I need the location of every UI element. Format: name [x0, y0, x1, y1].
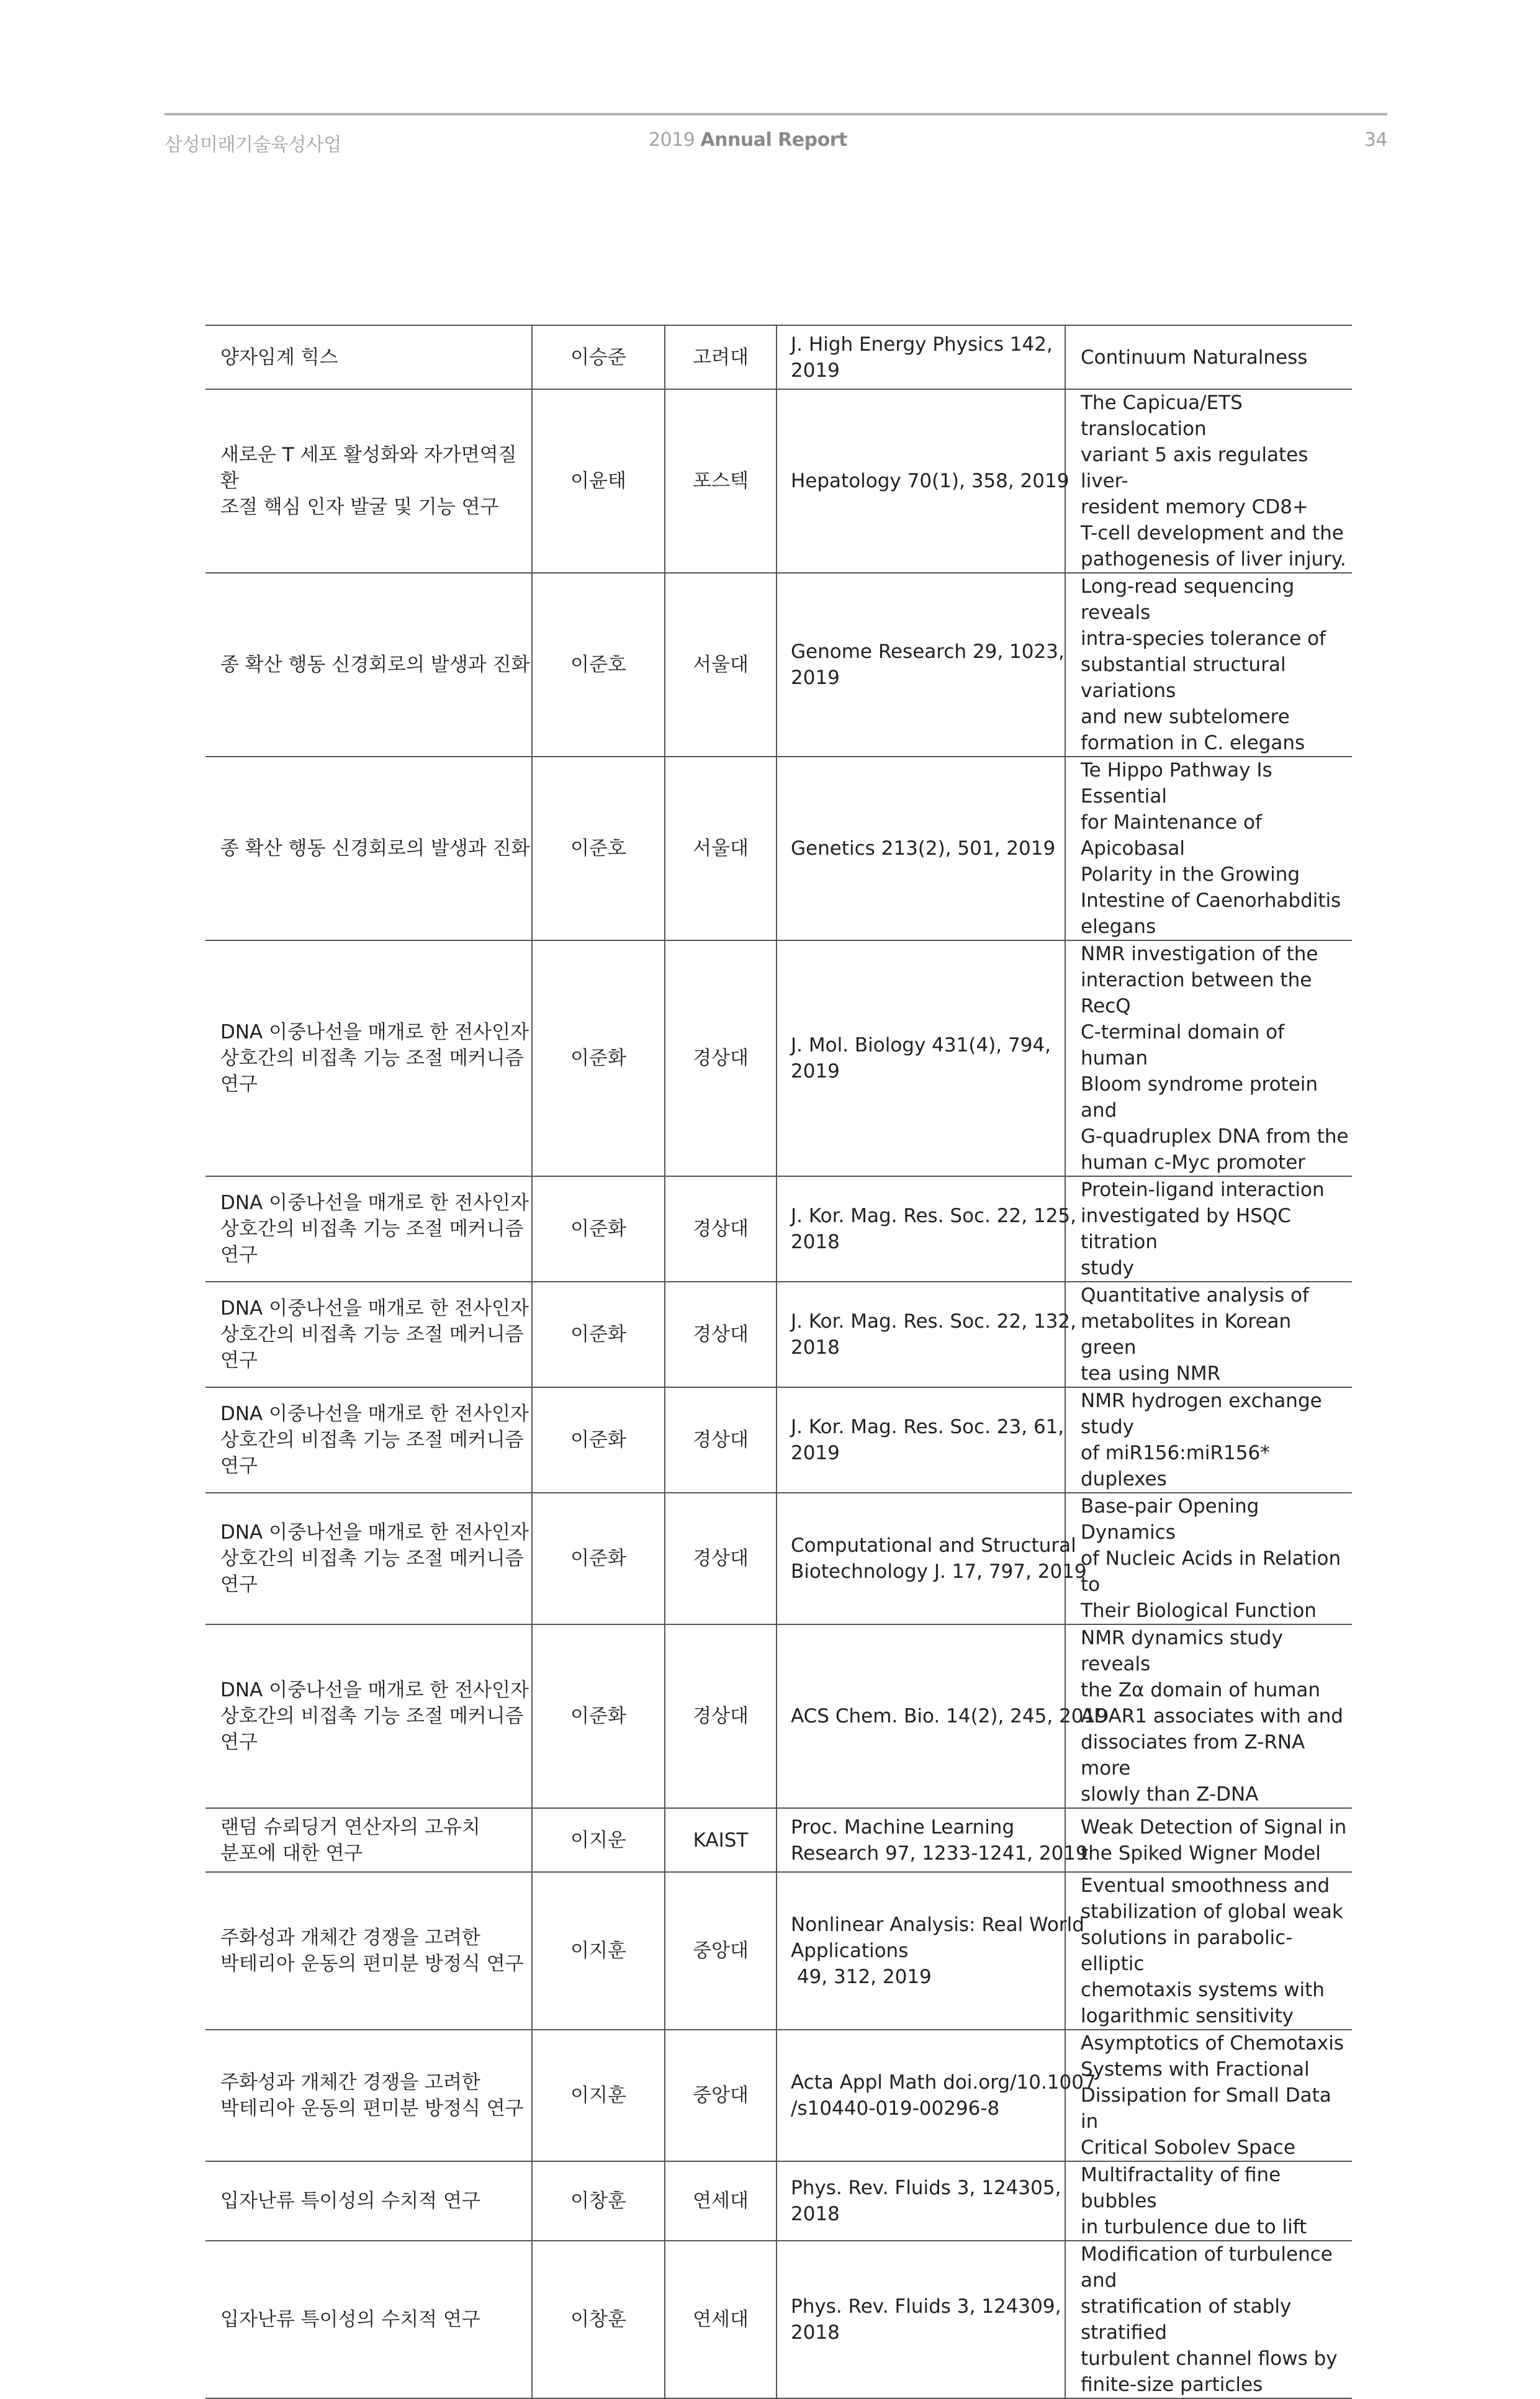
journal-cell	[777, 1387, 1065, 1493]
researcher-cell	[532, 389, 665, 573]
institution-cell	[665, 1387, 777, 1493]
journal-cell	[777, 757, 1065, 940]
project-cell	[205, 325, 532, 389]
paper-title-cell-text: Weak Detection of Signal in the Spiked Wigner Model	[1081, 1816, 1347, 1865]
paper-title-cell-text: Base-pair Opening Dynamics of Nucleic Acids in Relation to Their Biological Function	[1081, 1495, 1341, 1622]
table-row	[205, 1176, 1352, 1282]
journal-cell	[777, 1872, 1084, 2030]
table-row	[205, 2161, 1352, 2241]
paper-title-cell-text: Long-read sequencing reveals intra-species tolerance of substantial structural variations and new subtelomere formation in C. elegans	[1081, 575, 1326, 754]
publication-table-body	[205, 325, 1352, 2398]
paper-title-cell	[1065, 1624, 1352, 1808]
institution-cell	[665, 2161, 777, 2241]
paper-title-cell	[1065, 325, 1352, 389]
institution-cell	[665, 1624, 777, 1808]
project-cell	[205, 757, 532, 940]
institution-cell-text: 경상대	[693, 1218, 749, 1240]
researcher-cell-text: 이지운	[570, 1829, 626, 1852]
journal-cell-text: Proc. Machine Learning Research 97, 1233-1241, 2019	[791, 1816, 1088, 1865]
paper-title-cell-text: NMR dynamics study reveals the Zα domain of human ADAR1 associates with and dissociates from Z-RNA more slowly than Z-DNA	[1081, 1627, 1343, 1806]
researcher-cell	[532, 1624, 665, 1808]
project-cell-text: DNA 이중나선을 매개로 한 전사인자 상호간의 비접촉 기능 조절 메커니즘 연구	[220, 1403, 529, 1477]
table-row	[205, 389, 1352, 573]
researcher-cell-text: 이승준	[570, 346, 626, 369]
institution-cell-text: 경상대	[693, 1429, 749, 1451]
page-number: 34	[1364, 129, 1387, 151]
journal-cell-text: J. Kor. Mag. Res. Soc. 23, 61, 2019	[791, 1416, 1065, 1464]
project-cell-text: 입자난류 특이성의 수치적 연구	[220, 2308, 480, 2331]
institution-cell-text: 경상대	[693, 1547, 749, 1570]
researcher-cell-text: 이준호	[570, 654, 626, 676]
researcher-cell	[532, 2030, 665, 2161]
researcher-cell-text: 이지훈	[570, 2084, 626, 2107]
institution-cell-text: KAIST	[693, 1829, 749, 1852]
table-row	[205, 1387, 1352, 1493]
journal-cell	[777, 1176, 1076, 1282]
journal-cell-text: Genome Research 29, 1023, 2019	[791, 641, 1065, 689]
paper-title-cell-text: NMR investigation of the interaction between the RecQ C-terminal domain of human Bloom syndrome protein and G-quadruplex DNA from the human c-Myc promoter	[1081, 943, 1349, 1174]
project-cell	[205, 1387, 532, 1493]
project-cell-text: DNA 이중나선을 매개로 한 전사인자 상호간의 비접촉 기능 조절 메커니즘 연구	[220, 1521, 529, 1596]
institution-cell	[665, 325, 777, 389]
paper-title-cell-text: Quantitative analysis of metabolites in Korean green tea using NMR	[1081, 1284, 1309, 1385]
journal-cell	[777, 1282, 1076, 1387]
journal-cell-text: J. Kor. Mag. Res. Soc. 22, 132, 2018	[791, 1310, 1076, 1359]
institution-cell-text: 경상대	[693, 1323, 749, 1346]
project-cell-text: 종 확산 행동 신경회로의 발생과 진화	[220, 837, 530, 860]
researcher-cell	[532, 1493, 665, 1624]
table-row	[205, 757, 1352, 940]
institution-cell-text: 연세대	[693, 2190, 749, 2212]
journal-cell-text: Phys. Rev. Fluids 3, 124309, 2018	[791, 2295, 1061, 2344]
paper-title-cell-text: Eventual smoothness and stabilization of global weak solutions in parabolic-elliptic chemotaxis systems with logarithmic sensitivity	[1081, 1875, 1343, 2027]
paper-title-cell-text: Multifractality of fine bubbles in turbulence due to lift	[1081, 2164, 1307, 2238]
institution-cell-text: 경상대	[693, 1047, 749, 1069]
institution-cell	[665, 2030, 777, 2161]
project-cell	[205, 2030, 532, 2161]
researcher-cell	[532, 1387, 665, 1493]
project-cell	[205, 1282, 532, 1387]
project-cell	[205, 573, 532, 757]
researcher-cell-text: 이준화	[570, 1218, 626, 1240]
institution-cell-text: 중앙대	[693, 2084, 749, 2107]
project-cell-text: DNA 이중나선을 매개로 한 전사인자 상호간의 비접촉 기능 조절 메커니즘 연구	[220, 1679, 529, 1753]
journal-cell-text: J. High Energy Physics 142, 2019	[791, 333, 1053, 382]
researcher-cell	[532, 757, 665, 940]
journal-cell-text: Hepatology 70(1), 358, 2019	[791, 470, 1069, 492]
paper-title-cell	[1065, 1808, 1352, 1872]
journal-cell	[777, 1808, 1088, 1872]
journal-cell-text: Computational and Structural Biotechnology J. 17, 797, 2019	[791, 1534, 1087, 1583]
project-cell	[205, 389, 532, 573]
researcher-cell	[532, 573, 665, 757]
journal-cell-text: Phys. Rev. Fluids 3, 124305, 2018	[791, 2177, 1061, 2225]
institution-cell-text: 고려대	[693, 346, 749, 369]
institution-cell	[665, 1282, 777, 1387]
paper-title-cell-text: Modification of turbulence and stratification of stably stratified turbulent channel flows by finite-size particles	[1081, 2243, 1338, 2396]
researcher-cell	[532, 1872, 665, 2030]
project-cell	[205, 940, 532, 1176]
researcher-cell-text: 이지훈	[570, 1940, 626, 1962]
table-row	[205, 940, 1352, 1176]
institution-cell	[665, 757, 777, 940]
paper-title-cell	[1065, 1493, 1352, 1624]
journal-cell-text: ACS Chem. Bio. 14(2), 245, 2019	[791, 1705, 1108, 1727]
researcher-cell-text: 이준화	[570, 1047, 626, 1069]
paper-title-cell	[1065, 940, 1352, 1176]
paper-title-cell-text: The Capicua/ETS translocation variant 5 axis regulates liver- resident memory CD8+ T-cell development and the pathogenesis of liver injury.	[1081, 392, 1346, 570]
researcher-cell	[532, 1176, 665, 1282]
journal-cell	[777, 325, 1065, 389]
paper-title-cell	[1065, 1872, 1352, 2030]
researcher-cell	[532, 2241, 665, 2398]
project-cell	[205, 2241, 532, 2398]
project-cell	[205, 1176, 532, 1282]
journal-cell-text: Genetics 213(2), 501, 2019	[791, 837, 1056, 860]
journal-cell	[777, 2241, 1065, 2398]
institution-cell-text: 연세대	[693, 2308, 749, 2331]
researcher-cell-text: 이준화	[570, 1323, 626, 1346]
institution-cell-text: 서울대	[693, 837, 749, 860]
paper-title-cell	[1065, 1176, 1352, 1282]
header-program-name: 삼성미래기술육성사업	[164, 134, 341, 156]
table-row	[205, 2241, 1352, 2398]
paper-title-cell	[1065, 1282, 1352, 1387]
institution-cell-text: 포스텍	[693, 470, 749, 492]
publication-table	[205, 325, 1352, 2399]
journal-cell-text: J. Kor. Mag. Res. Soc. 22, 125, 2018	[791, 1205, 1076, 1253]
institution-cell	[665, 1872, 777, 2030]
institution-cell-text: 중앙대	[693, 1940, 749, 1962]
paper-title-cell	[1065, 757, 1352, 940]
paper-title-cell-text: NMR hydrogen exchange study of miR156:miR156* duplexes	[1081, 1390, 1322, 1490]
paper-title-cell	[1065, 2030, 1352, 2161]
researcher-cell-text: 이창훈	[570, 2308, 626, 2331]
researcher-cell	[532, 1808, 665, 1872]
project-cell-text: 입자난류 특이성의 수치적 연구	[220, 2190, 480, 2212]
paper-title-cell	[1065, 1387, 1352, 1493]
table-row	[205, 325, 1352, 389]
project-cell-text: 양자임계 힉스	[220, 346, 338, 369]
researcher-cell	[532, 940, 665, 1176]
journal-cell	[777, 2030, 1096, 2161]
researcher-cell-text: 이준화	[570, 1705, 626, 1727]
project-cell	[205, 1493, 532, 1624]
paper-title-cell	[1065, 2241, 1352, 2398]
project-cell-text: DNA 이중나선을 매개로 한 전사인자 상호간의 비접촉 기능 조절 메커니즘 연구	[220, 1297, 529, 1372]
institution-cell	[665, 573, 777, 757]
journal-cell	[777, 940, 1065, 1176]
table-row	[205, 1872, 1352, 2030]
project-cell-text: DNA 이중나선을 매개로 한 전사인자 상호간의 비접촉 기능 조절 메커니즘 연구	[220, 1192, 529, 1266]
table-row	[205, 1493, 1352, 1624]
paper-title-cell	[1065, 2161, 1352, 2241]
header-year: 2019	[649, 129, 695, 151]
table-row	[205, 1808, 1352, 1872]
table-row	[205, 1624, 1352, 1808]
researcher-cell-text: 이창훈	[570, 2190, 626, 2212]
table-row	[205, 1282, 1352, 1387]
journal-cell-text: Acta Appl Math doi.org/10.1007 /s10440-019-00296-8	[791, 2071, 1096, 2120]
project-cell-text: DNA 이중나선을 매개로 한 전사인자 상호간의 비접촉 기능 조절 메커니즘 연구	[220, 1021, 529, 1096]
researcher-cell-text: 이윤태	[570, 470, 626, 492]
researcher-cell-text: 이준화	[570, 1547, 626, 1570]
journal-cell	[777, 1624, 1108, 1808]
table-row	[205, 573, 1352, 757]
researcher-cell	[532, 2161, 665, 2241]
journal-cell-text: Nonlinear Analysis: Real World Applications 49, 312, 2019	[791, 1914, 1084, 1988]
journal-cell	[777, 1493, 1087, 1624]
institution-cell-text: 서울대	[693, 654, 749, 676]
researcher-cell	[532, 1282, 665, 1387]
institution-cell	[665, 1176, 777, 1282]
project-cell	[205, 2161, 532, 2241]
table-row	[205, 2030, 1352, 2161]
project-cell	[205, 1872, 532, 2030]
institution-cell	[665, 1808, 777, 1872]
institution-cell-text: 경상대	[693, 1705, 749, 1727]
researcher-cell-text: 이준호	[570, 837, 626, 860]
header-report-title	[649, 129, 847, 151]
project-cell-text: 랜덤 슈뢰딩거 연산자의 고유치 분포에 대한 연구	[220, 1816, 480, 1865]
header-report-label: Annual Report	[700, 129, 847, 151]
journal-cell	[777, 573, 1065, 757]
paper-title-cell-text: Te Hippo Pathway Is Essential for Maintenance of Apicobasal Polarity in the Growing Intestine of Caenorhabditis elegans	[1081, 759, 1341, 938]
institution-cell	[665, 1493, 777, 1624]
project-cell-text: 새로운 T 세포 활성화와 자가면역질환 조절 핵심 인자 발굴 및 기능 연구	[220, 444, 517, 518]
journal-cell	[777, 2161, 1065, 2241]
paper-title-cell	[1065, 389, 1352, 573]
institution-cell	[665, 940, 777, 1176]
project-cell	[205, 1624, 532, 1808]
institution-cell	[665, 2241, 777, 2398]
journal-cell	[777, 389, 1069, 573]
project-cell-text: 주화성과 개체간 경쟁을 고려한 박테리아 운동의 편미분 방정식 연구	[220, 2071, 524, 2120]
paper-title-cell-text: Protein-ligand interaction investigated by HSQC titration study	[1081, 1179, 1325, 1279]
paper-title-cell-text: Continuum Naturalness	[1081, 346, 1308, 369]
header-rule	[164, 113, 1387, 115]
paper-title-cell-text: Asymptotics of Chemotaxis Systems with Fractional Dissipation for Small Data in Critical Sobolev Space	[1081, 2032, 1344, 2159]
project-cell-text: 주화성과 개체간 경쟁을 고려한 박테리아 운동의 편미분 방정식 연구	[220, 1927, 524, 1975]
journal-cell-text: J. Mol. Biology 431(4), 794, 2019	[791, 1034, 1051, 1082]
project-cell-text: 종 확산 행동 신경회로의 발생과 진화	[220, 654, 530, 676]
paper-title-cell	[1065, 573, 1352, 757]
institution-cell	[665, 389, 777, 573]
researcher-cell-text: 이준화	[570, 1429, 626, 1451]
project-cell	[205, 1808, 532, 1872]
researcher-cell	[532, 325, 665, 389]
